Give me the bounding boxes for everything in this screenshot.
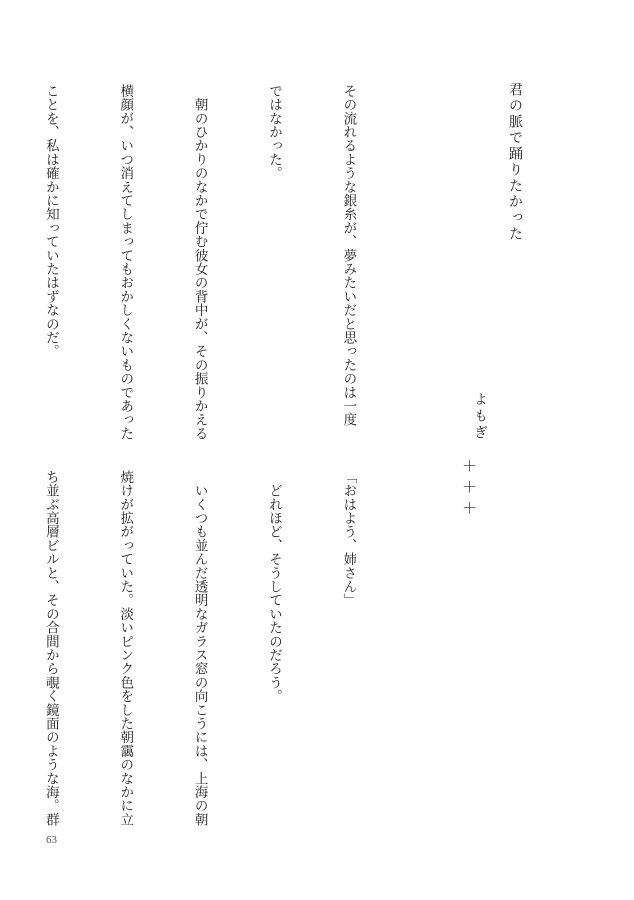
- text-line: 焼けが拡がっていた。淡いピンク色をした朝靄のなかに立: [117, 470, 134, 827]
- text-line: どれほど、そうしていたのだろう。: [266, 470, 283, 703]
- page-number: 63: [46, 834, 57, 846]
- author-name: よもぎ: [471, 392, 487, 442]
- body-text-upper: [42, 84, 410, 454]
- text-line: ち並ぶ高層ビルと、その合間から覗く鏡面のような海。群: [42, 470, 59, 827]
- text-line: その流れるような銀糸が、夢みたいだと思ったのは一度: [340, 84, 357, 427]
- text-line: ではなかった。: [266, 84, 283, 180]
- text-line: 横顔が、いつ消えてしまってもおかしくないものであった: [117, 84, 134, 441]
- text-line: 「おはよう、姉さん」: [340, 470, 357, 607]
- story-title: 君の脈で踊りたかった: [507, 82, 523, 242]
- text-line: 朝のひかりのなかで佇む彼女の背中が、その振りかえる: [191, 84, 208, 441]
- section-separator: ＋＋＋: [460, 458, 478, 521]
- text-line: いくつも並んだ透明なガラス窓の向こうには、上海の朝: [191, 470, 208, 827]
- text-line: ことを、私は確かに知っていたはずなのだ。: [42, 84, 59, 358]
